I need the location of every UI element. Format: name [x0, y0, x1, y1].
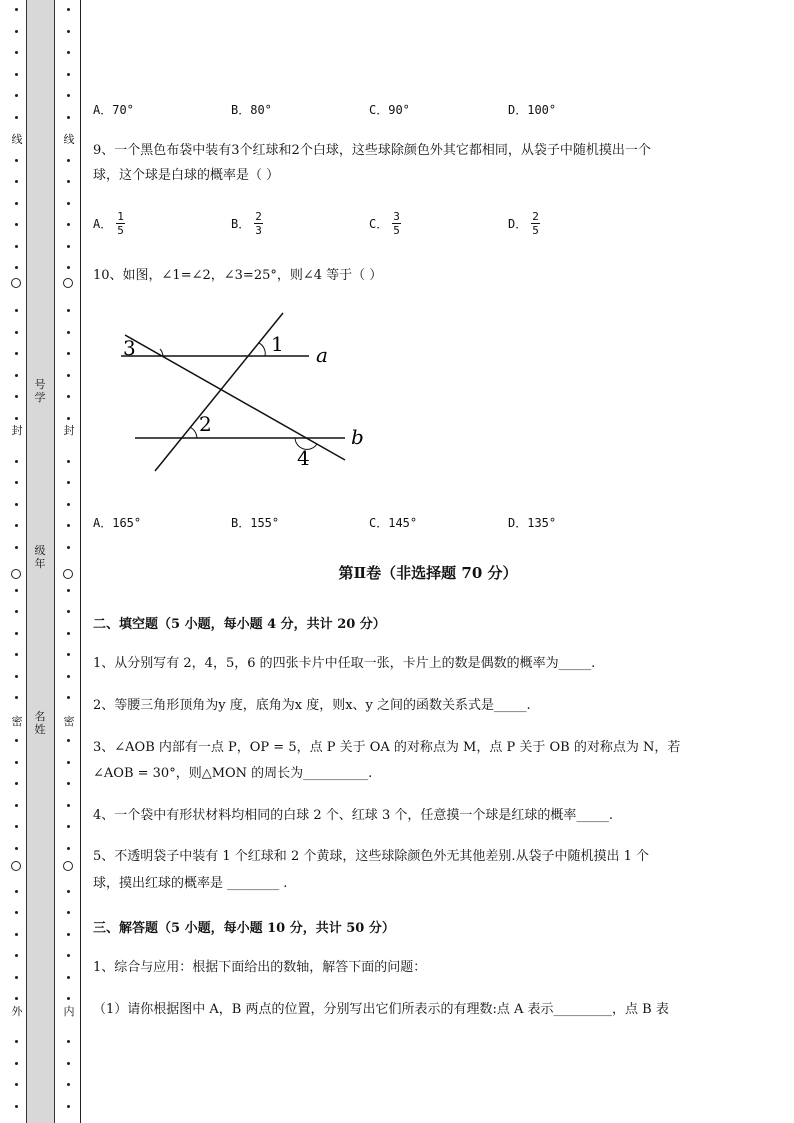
binding-dot [15, 954, 18, 957]
binding-margin [0, 0, 82, 1123]
fill-item-2: 2、等腰三角形顶角为y 度，底角为x 度，则x、y 之间的函数关系式是_____. [93, 698, 531, 713]
binding-dot [15, 460, 18, 463]
fill-item-1: 1、从分别写有 2，4，5，6 的四张卡片中任取一张，卡片上的数是偶数的概率为_____. [93, 656, 596, 671]
binding-circle [63, 278, 73, 288]
q10-text: 10、如图，∠1=∠2，∠3=25°，则∠4 等于（ ） [93, 268, 383, 283]
binding-dot [15, 1105, 18, 1108]
binding-dot [67, 374, 70, 377]
binding-dot [15, 890, 18, 893]
binding-dot [67, 933, 70, 936]
binding-dot [15, 481, 18, 484]
binding-dot [15, 30, 18, 33]
binding-dot [15, 1040, 18, 1043]
label-angle-1: 1 [271, 332, 284, 356]
binding-dot [15, 933, 18, 936]
binding-dot [67, 1040, 70, 1043]
binding-dot [67, 675, 70, 678]
binding-dot [15, 331, 18, 334]
binding-dot [15, 739, 18, 742]
binding-dot [67, 1062, 70, 1065]
binding-dot [15, 782, 18, 785]
fraction: $\frac{2}{3}$ [255, 210, 262, 237]
inner-seal-feng: 封 [63, 424, 75, 437]
binding-dot [15, 976, 18, 979]
q9-text-line1: 9、一个黑色布袋中装有3个红球和2个白球，这些球除颜色外其它都相同，从袋子中随机摸出一个 [93, 143, 651, 158]
binding-dot [67, 417, 70, 420]
binding-dot [15, 847, 18, 850]
binding-edge-line [80, 0, 81, 1123]
binding-dot [15, 417, 18, 420]
part2-title: 第Ⅱ卷（非选择题 70 分） [338, 564, 518, 582]
q9-choice-a: A． $\frac{1}{5}$ [93, 210, 124, 237]
binding-dot [67, 159, 70, 162]
outer-seal-wai: 外 [11, 1005, 23, 1018]
binding-dot [67, 266, 70, 269]
binding-dot [15, 374, 18, 377]
label-line-a: a [316, 343, 328, 367]
binding-dot [15, 524, 18, 527]
binding-circle [11, 861, 21, 871]
binding-dot [15, 73, 18, 76]
binding-dot [67, 761, 70, 764]
q10-choice-a: A．165° [93, 516, 142, 530]
inner-seal-xian: 线 [63, 133, 75, 146]
inner-seal-mi: 密 [63, 715, 75, 728]
fraction: $\frac{3}{5}$ [393, 210, 400, 237]
q10-choice-b: B．155° [231, 516, 280, 530]
binding-dot [15, 997, 18, 1000]
q8-choice-d: D．100° [508, 103, 557, 117]
binding-dot [15, 51, 18, 54]
outer-seal-mi: 密 [11, 715, 23, 728]
binding-dot [15, 632, 18, 635]
binding-dot [67, 51, 70, 54]
binding-dot [15, 825, 18, 828]
binding-dot [15, 8, 18, 11]
solve-item-1-part1: （1）请你根据图中 A，B 两点的位置，分别写出它们所表示的有理数:点 A 表示_________，点 B 表 [93, 1002, 669, 1017]
binding-dot [15, 911, 18, 914]
binding-dot [15, 180, 18, 183]
binding-dot [67, 460, 70, 463]
outer-seal-feng: 封 [11, 424, 23, 437]
binding-dot [67, 116, 70, 119]
q9-choice-c: C． $\frac{3}{5}$ [369, 210, 400, 237]
section2-heading: 二、填空题（5 小题，每小题 4 分，共计 20 分） [93, 617, 386, 632]
binding-dot [67, 30, 70, 33]
label-line-b: b [351, 425, 364, 449]
fill-item-4: 4、一个袋中有形状材料均相同的白球 2 个、红球 3 个，任意摸一个球是红球的概率_____. [93, 808, 613, 823]
binding-dot [15, 589, 18, 592]
binding-dot [67, 94, 70, 97]
binding-circle [11, 569, 21, 579]
binding-dot [67, 890, 70, 893]
binding-dot [15, 116, 18, 119]
binding-circle [63, 569, 73, 579]
binding-dot [15, 503, 18, 506]
binding-dot [67, 546, 70, 549]
binding-dot [67, 1105, 70, 1108]
q10-choices [93, 514, 763, 534]
field-label-nianji: 级 年 [34, 544, 46, 570]
binding-dot [67, 223, 70, 226]
binding-dot [67, 911, 70, 914]
binding-dot [67, 954, 70, 957]
label-angle-3: 3 [123, 336, 136, 360]
fill-item-5-line2: 球，摸出红球的概率是 ________ . [93, 876, 288, 891]
fill-item-3-line1: 3、∠AOB 内部有一点 P，OP = 5，点 P 关于 OA 的对称点为 M，点 P 关于 OB 的对称点为 N，若 [93, 740, 681, 755]
binding-dot [15, 546, 18, 549]
binding-dot [67, 632, 70, 635]
binding-dot [15, 266, 18, 269]
angle-1-arc [259, 343, 265, 356]
binding-dot [67, 202, 70, 205]
binding-dot [67, 739, 70, 742]
fraction: $\frac{1}{5}$ [117, 210, 124, 237]
section3-heading: 三、解答题（5 小题，每小题 10 分，共计 50 分） [93, 921, 395, 936]
q9-choice-b: B． $\frac{2}{3}$ [231, 210, 262, 237]
field-label-xingming: 名 姓 [34, 710, 46, 736]
binding-dot [67, 180, 70, 183]
q10-choice-d: D．135° [508, 516, 557, 530]
binding-dot [67, 825, 70, 828]
binding-dot [67, 524, 70, 527]
binding-circle [11, 278, 21, 288]
label-angle-2: 2 [199, 412, 212, 436]
binding-dot [15, 675, 18, 678]
inner-seal-nei: 内 [63, 1005, 75, 1018]
binding-dot [67, 782, 70, 785]
binding-dot [15, 395, 18, 398]
binding-dot [15, 1083, 18, 1086]
q9-choices [93, 210, 763, 246]
binding-dot [67, 696, 70, 699]
binding-dot [67, 503, 70, 506]
binding-dot [67, 245, 70, 248]
binding-dot [15, 804, 18, 807]
binding-dot [67, 395, 70, 398]
binding-dot [15, 352, 18, 355]
binding-dot [67, 976, 70, 979]
binding-dot [15, 610, 18, 613]
binding-circle [63, 861, 73, 871]
binding-dot [15, 245, 18, 248]
fill-item-3-line2: ∠AOB = 30°，则△MON 的周长为__________. [93, 766, 373, 781]
binding-dot [15, 1062, 18, 1065]
q8-choices [93, 101, 763, 121]
binding-dot [67, 309, 70, 312]
binding-dot [67, 610, 70, 613]
binding-dot [15, 653, 18, 656]
q9-text-line2: 球，这个球是白球的概率是（ ） [93, 168, 280, 183]
q8-choice-b: B．80° [231, 103, 272, 117]
outer-seal-xian: 线 [11, 133, 23, 146]
q8-choice-a: A．70° [93, 103, 134, 117]
binding-dot [15, 202, 18, 205]
binding-dot [15, 696, 18, 699]
binding-dot [67, 73, 70, 76]
q10-figure [113, 305, 373, 480]
binding-dot [15, 309, 18, 312]
binding-dot [67, 589, 70, 592]
binding-dot [67, 1083, 70, 1086]
binding-dot [67, 653, 70, 656]
binding-dot [67, 804, 70, 807]
solve-item-1: 1、综合与应用：根据下面给出的数轴，解答下面的问题： [93, 960, 427, 975]
binding-dot [67, 331, 70, 334]
binding-dot [15, 94, 18, 97]
angle-2-arc [190, 427, 197, 438]
q8-choice-c: C．90° [369, 103, 410, 117]
binding-dot [67, 997, 70, 1000]
field-label-xuehao: 号 学 [34, 378, 46, 404]
binding-dot [67, 481, 70, 484]
fraction: $\frac{2}{5}$ [532, 210, 539, 237]
binding-dot [15, 761, 18, 764]
binding-dot [67, 8, 70, 11]
binding-dot [67, 847, 70, 850]
transversal-2 [155, 313, 283, 471]
label-angle-4: 4 [297, 446, 310, 470]
transversal-1 [125, 335, 345, 460]
binding-dot [67, 352, 70, 355]
binding-dot [15, 223, 18, 226]
q9-choice-d: D． $\frac{2}{5}$ [508, 210, 539, 237]
q10-choice-c: C．145° [369, 516, 418, 530]
binding-dot [15, 159, 18, 162]
fill-item-5-line1: 5、不透明袋子中装有 1 个红球和 2 个黄球，这些球除颜色外无其他差别.从袋子中随机摸出 1 个 [93, 849, 650, 864]
